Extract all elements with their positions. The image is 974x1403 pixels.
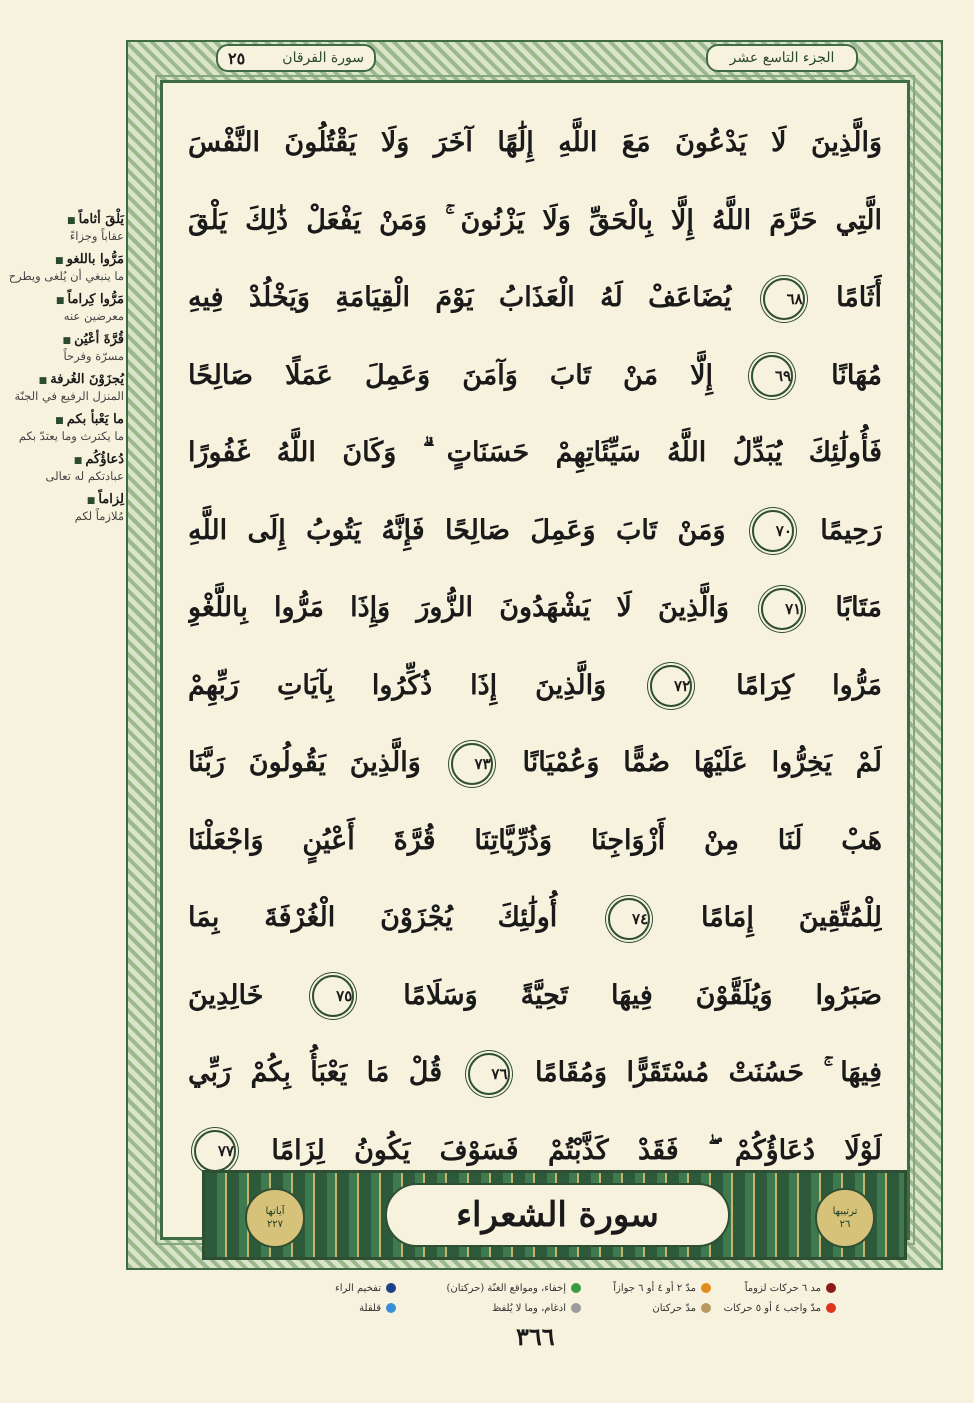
surah-name-label: سورة الفرقان: [282, 50, 364, 66]
page-number: ٣٦٦: [516, 1322, 555, 1351]
surah-ayat-medallion: آياتها ٢٢٧: [245, 1188, 305, 1248]
surah-banner: [202, 1170, 907, 1260]
legend-column: [724, 1278, 836, 1320]
tajweed-legend: [286, 1278, 836, 1320]
surah-title: سورة الشعراء: [385, 1183, 730, 1247]
legend-dot-icon: [826, 1283, 836, 1293]
legend-dot-icon: [571, 1303, 581, 1313]
verse-line: رَحِيمًا ٧٠ وَمَنْ تَابَ وَعَمِلَ صَالِحًا فَإِنَّهُ يَتُوبُ إِلَى اللَّهِ: [188, 492, 882, 570]
verse-marker: ٧٣: [451, 743, 493, 785]
verse-marker: ٧٢: [650, 665, 692, 707]
verse-line: فَأُولَٰئِكَ يُبَدِّلُ اللَّهُ سَيِّئَاتِهِمْ حَسَنَاتٍ ۗ وَكَانَ اللَّهُ غَفُورًا: [188, 437, 882, 468]
note-explanation: ما يكترث وما يعتدّ بكم: [18, 429, 124, 443]
margin-notes: [8, 205, 124, 525]
legend-column: [335, 1278, 396, 1320]
legend-item: تفخيم الراء: [335, 1278, 396, 1298]
verse-marker: ٦٨: [763, 278, 805, 320]
legend-item: مدّ واجب ٤ أو ٥ حركات: [724, 1298, 836, 1318]
verse-marker: ٧٠: [752, 510, 794, 552]
legend-item: مدّ حركتان: [613, 1298, 711, 1318]
note-term: دُعاؤُكُم ■: [8, 452, 124, 467]
verse-marker: ٧٧: [194, 1130, 236, 1172]
verse-line: هَبْ لَنَا مِنْ أَزْوَاجِنَا وَذُرِّيَّاتِنَا قُرَّةَ أَعْيُنٍ وَاجْعَلْنَا: [188, 824, 882, 856]
legend-item: إخفاء، ومواقع الغنّة (حركتان): [447, 1278, 581, 1298]
note-term: ما يَعْبأ بكم ■: [8, 412, 124, 427]
surah-page-number: ٢٥: [228, 48, 246, 68]
verse-line: لِلْمُتَّقِينَ إِمَامًا ٧٤ أُولَٰئِكَ يُجْزَوْنَ الْغُرْفَةَ بِمَا: [188, 879, 882, 957]
verse-line: لَوْلَا دُعَاؤُكُمْ ۖ فَقَدْ كَذَّبْتُمْ فَسَوْفَ يَكُونُ لِزَامًا ٧٧: [188, 1112, 882, 1190]
note-explanation: المنزل الرفيع في الجنّة: [14, 389, 124, 403]
legend-item: قلقلة: [335, 1298, 396, 1318]
legend-dot-icon: [701, 1303, 711, 1313]
verse-line: مَتَابًا ٧١ وَالَّذِينَ لَا يَشْهَدُونَ الزُّورَ وَإِذَا مَرُّوا بِاللَّغْوِ: [188, 569, 882, 647]
verse-marker: ٧٤: [608, 898, 650, 940]
legend-column: [613, 1278, 711, 1320]
legend-dot-icon: [386, 1303, 396, 1313]
legend-column: [447, 1278, 581, 1320]
legend-dot-icon: [386, 1283, 396, 1293]
verse-line: الَّتِي حَرَّمَ اللَّهُ إِلَّا بِالْحَقِّ وَلَا يَزْنُونَ ۚ وَمَنْ يَفْعَلْ ذَٰلِكَ يَلْقَ: [188, 204, 882, 236]
verse-marker: ٧٥: [312, 975, 354, 1017]
note-explanation: عقاباً وجزاءً: [69, 229, 124, 243]
note-term: مَرُّوا كِراماً ■: [8, 292, 124, 307]
note-term: يَلْقَ أثاماً ■: [8, 212, 124, 227]
note-term: مَرُّوا باللغو ■: [8, 252, 124, 267]
surah-header: [216, 44, 376, 72]
note-term: لِزاماً ■: [8, 492, 124, 507]
note-term: قُرَّةَ أعْيُن ■: [8, 332, 124, 347]
verse-marker: ٧٦: [468, 1053, 510, 1095]
surah-order-medallion: ترتيبها ٢٦: [815, 1188, 875, 1248]
legend-dot-icon: [826, 1303, 836, 1313]
legend-item: مد ٦ حركات لزوماً: [724, 1278, 836, 1298]
verse-line: أَثَامًا ٦٨ يُضَاعَفْ لَهُ الْعَذَابُ يَوْمَ الْقِيَامَةِ وَيَخْلُدْ فِيهِ: [188, 259, 882, 337]
note-term: يُجزَوْنَ الغُرفة ■: [8, 372, 124, 387]
verse-line: مُهَانًا ٦٩ إِلَّا مَنْ تَابَ وَآمَنَ وَعَمِلَ عَمَلًا صَالِحًا: [188, 337, 882, 415]
note-explanation: عبادتكم له تعالى: [45, 469, 124, 483]
legend-dot-icon: [701, 1283, 711, 1293]
verse-line: لَمْ يَخِرُّوا عَلَيْهَا صُمًّا وَعُمْيَانًا ٧٣ وَالَّذِينَ يَقُولُونَ رَبَّنَا: [188, 724, 882, 802]
note-explanation: مسرّة وفرحاً: [63, 349, 124, 363]
note-explanation: مُلازماً لكم: [74, 509, 124, 523]
verse-marker: ٧١: [761, 588, 803, 630]
legend-dot-icon: [571, 1283, 581, 1293]
verse-line: وَالَّذِينَ لَا يَدْعُونَ مَعَ اللَّهِ إِلَٰهًا آخَرَ وَلَا يَقْتُلُونَ النَّفْسَ: [188, 127, 882, 158]
note-explanation: معرضين عنه: [63, 309, 124, 323]
verses-block: [188, 104, 882, 1189]
juz-label: الجزء التاسع عشر: [706, 44, 858, 72]
legend-item: مدّ ٢ أو ٤ أو ٦ جوازاً: [613, 1278, 711, 1298]
verse-marker: ٦٩: [751, 355, 793, 397]
note-explanation: ما ينبغي أن يُلغى ويطرح: [8, 269, 124, 283]
legend-item: ادغام، وما لا يُلفظ: [447, 1298, 581, 1318]
verse-line: فِيهَا ۚ حَسُنَتْ مُسْتَقَرًّا وَمُقَامًا ٧٦ قُلْ مَا يَعْبَأُ بِكُمْ رَبِّي: [188, 1034, 882, 1112]
verse-line: صَبَرُوا وَيُلَقَّوْنَ فِيهَا تَحِيَّةً وَسَلَامًا ٧٥ خَالِدِينَ: [188, 957, 882, 1035]
verse-line: مَرُّوا كِرَامًا ٧٢ وَالَّذِينَ إِذَا ذُكِّرُوا بِآيَاتِ رَبِّهِمْ: [188, 647, 882, 725]
